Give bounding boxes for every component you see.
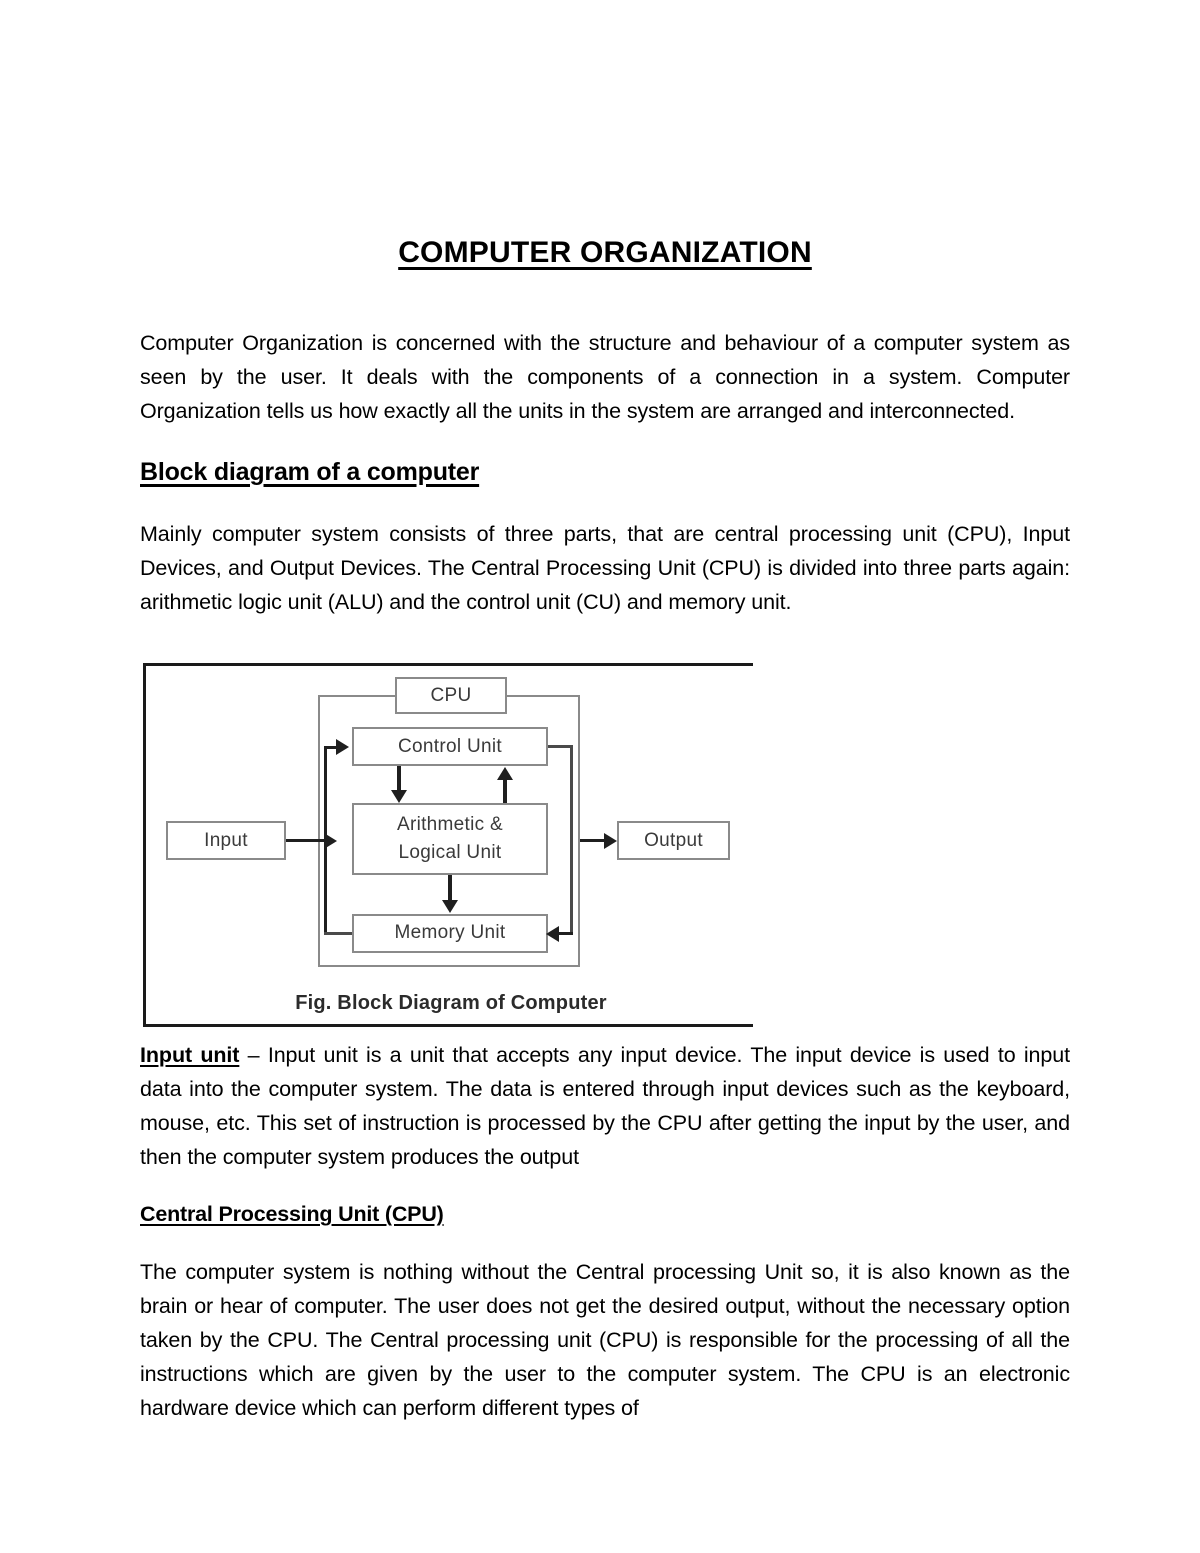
diagram-box-cpu [395, 677, 507, 714]
input-unit-label: Input unit [140, 1043, 240, 1067]
spacer [140, 1174, 1070, 1202]
diagram-box-alu-label-line1: Arithmetic & [396, 814, 503, 836]
diagram-box-output [617, 821, 730, 860]
arrowhead-cpu-to-output [604, 833, 617, 849]
diagram-box-memory-unit-label: Memory Unit [394, 921, 506, 943]
document-content-lower [140, 1038, 1070, 1425]
spacer [140, 428, 1070, 458]
diagram-box-control-unit [352, 727, 548, 766]
connector-input-to-bus [286, 839, 326, 842]
input-unit-dash: – [239, 1043, 268, 1067]
diagram-box-memory-unit [352, 914, 548, 953]
arrowhead-alu-to-control-unit [497, 767, 513, 780]
spacer [140, 487, 1070, 517]
spacer [140, 1227, 1070, 1255]
diagram-box-input [166, 821, 286, 860]
heading-block-diagram: Block diagram of a computer [140, 458, 480, 486]
document-content [140, 236, 1070, 619]
diagram-box-output-label: Output [644, 829, 703, 851]
arrowhead-control-unit-to-alu [391, 790, 407, 803]
page-title: COMPUTER ORGANIZATION [398, 236, 812, 269]
diagram-box-alu-label-line2: Logical Unit [398, 842, 502, 863]
arrowhead-right-bus-to-memory-unit [546, 926, 559, 942]
connector-control-unit-to-alu [397, 766, 401, 792]
diagram-box-alu [352, 803, 548, 875]
figure-block-diagram [143, 663, 753, 1027]
input-unit-paragraph [140, 1038, 1070, 1174]
intro-paragraph: Computer Organization is concerned with the structure and behaviour of a computer system as seen by the user. It deals with the components of a connection in a system. Computer Organization tells us how exactly all the units in the system are arranged and interconnected. [140, 331, 1070, 423]
spacer [140, 270, 1070, 326]
cpu-paragraph: The computer system is nothing without the Central processing Unit so, it is also known as the brain or hear of computer. The user does not get the desired output, without the necessary option taken by the CPU. The Central processing unit (CPU) is responsible for the processing of all the instructions which are given by the user to the computer system. The CPU is an electronic hardware device which can perform different types of [140, 1260, 1070, 1420]
diagram-canvas [146, 666, 756, 1030]
figure-caption: Fig. Block Diagram of Computer [295, 992, 607, 1014]
connector-alu-to-control-unit [503, 779, 507, 804]
connector-control-unit-to-right-bus [546, 745, 573, 748]
connector-cpu-to-output [580, 839, 607, 842]
diagram-box-cpu-label: CPU [430, 684, 472, 706]
input-unit-body: Input unit is a unit that accepts any input device. The input device is used to input data into the computer system. The data is entered through input devices such as the keyboard, mouse, etc. This set of instruction is processed by the CPU after getting the input by the user, and then the computer system produces the output [140, 1043, 1071, 1169]
arrowhead-alu-to-memory-unit [442, 900, 458, 913]
connector-bus-to-memory-unit [324, 932, 354, 935]
heading-central-processing-unit: Central Processing Unit (CPU) [140, 1202, 444, 1226]
connector-alu-to-memory-unit [448, 875, 452, 902]
connector-right-bus-to-memory-unit [558, 932, 573, 935]
block-diagram-paragraph: Mainly computer system consists of three parts, that are central processing unit (CPU), Input Devices, and Output Devices. The Central Processing Unit (CPU) is divided into three parts again: arithmetic logic unit (ALU) and the control unit (CU) and memory unit. [140, 522, 1070, 614]
diagram-box-control-unit-label: Control Unit [398, 735, 502, 757]
connector-right-vertical-bus [570, 745, 573, 933]
diagram-box-input-label: Input [204, 829, 248, 851]
arrowhead-bus-to-control-unit [336, 739, 349, 755]
arrowhead-input-to-bus [324, 833, 337, 849]
